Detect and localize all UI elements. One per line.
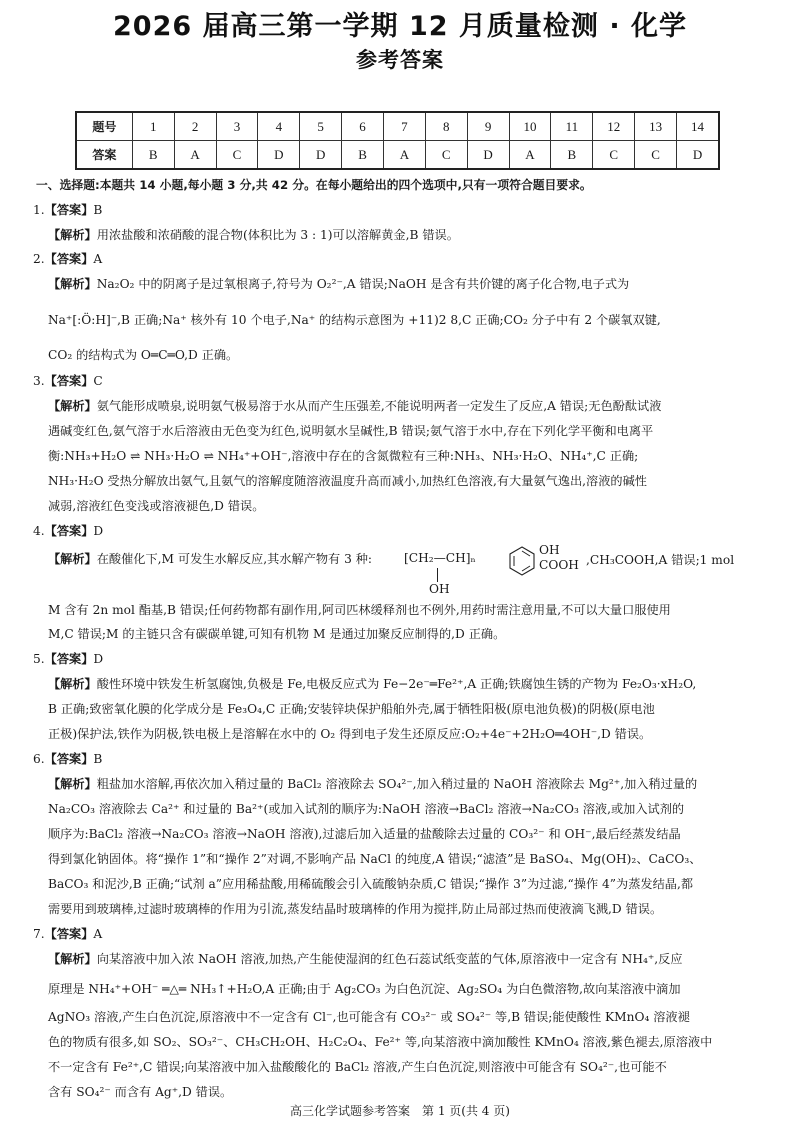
analysis-line (48, 398, 661, 414)
analysis-text: 用浓盐酸和浓硝酸的混合物(体积比为 3 : 1)可以溶解黄金,B 错误。 (96, 228, 459, 242)
analysis-line: 正极)保护法,铁作为阴极,铁电极上是溶解在水中的 O₂ 得到电子发生还原反应:O₂+4e⁻+2H₂O═4OH⁻,D 错误。 (48, 727, 652, 741)
question-answer-7 (33, 926, 102, 942)
analysis-tag: 【解析】 (48, 277, 97, 291)
answer-row (76, 141, 719, 170)
page-title: 2026 届高三第一学期 12 月质量检测 · 化学 (113, 11, 687, 42)
analysis-line: BaCO₃ 和泥沙,B 正确;“试剂 a”应用稀盐酸,用稀硫酸会引入硫酸钠杂质,C 错误;“操作 3”为过滤,“操作 4”为蒸发结晶,都 (48, 877, 694, 891)
answer-tag: 【答案】 (44, 374, 94, 388)
answer-cell: C (425, 141, 467, 170)
answer-cell: B (342, 141, 384, 170)
analysis-line: Na₂CO₃ 溶液除去 Ca²⁺ 和过量的 Ba²⁺(或加入试剂的顺序为:NaOH 溶液→BaCl₂ 溶液→Na₂CO₃ 溶液,或加入试剂的 (48, 802, 685, 816)
analysis-line: NH₃·H₂O 受热分解放出氨气,且氨气的溶解度随溶液温度升高而减小,加热红色溶液,有大量氨气逸出,溶液的碱性 (48, 474, 647, 488)
question-number-label: 5. (33, 652, 45, 666)
question-number: 8 (425, 112, 467, 141)
answer-tag: 【答案】 (44, 927, 94, 941)
analysis-line: 原理是 NH₄⁺+OH⁻ ═△═ NH₃↑+H₂O,A 正确;由于 Ag₂CO₃ 为白色沉淀、Ag₂SO₄ 为白色微溶物,故向某溶液中滴加 (48, 982, 681, 996)
question-number-label: 6. (33, 752, 45, 766)
question-number: 5 (300, 112, 342, 141)
answer-tag: 【答案】 (44, 752, 94, 766)
polymer-structure: [CH₂—CH]ₙ (404, 551, 476, 565)
analysis-line: B 正确;致密氧化膜的化学成分是 Fe₃O₄,C 正确;安装锌块保护船舶外壳,属于牺牲阳极(原电池负极)的阴极(原电池 (48, 702, 655, 716)
question-number-row (76, 112, 719, 141)
bond-line (437, 568, 438, 582)
question-answer-3 (33, 373, 103, 389)
question-number-label: 1. (33, 203, 45, 217)
answer-value: A (93, 252, 103, 266)
answer-cell: B (551, 141, 593, 170)
question-number: 11 (551, 112, 593, 141)
answer-value: B (93, 752, 103, 766)
question-number: 13 (635, 112, 677, 141)
section-heading: 一、选择题:本题共 14 小题,每小题 3 分,共 42 分。在每小题给出的四个选项中,只有一项符合题目要求。 (36, 178, 592, 192)
question-number-label: 3. (33, 374, 45, 388)
analysis-line: 衡:NH₃+H₂O ⇌ NH₃·H₂O ⇌ NH₄⁺+OH⁻,溶液中存在的含氮微粒有三种:NH₃、NH₃·H₂O、NH₄⁺,C 正确; (48, 449, 639, 463)
analysis-line: M,C 错误;M 的主链只含有碳碳单键,可知有机物 M 是通过加聚反应制得的,D 正确。 (48, 627, 506, 641)
analysis-continuation: ,CH₃COOH,A 错误;1 mol (586, 553, 735, 567)
question-number: 2 (174, 112, 216, 141)
answer-value: D (93, 524, 104, 538)
question-number-label: 2. (33, 252, 45, 266)
analysis-line: Na⁺[:Ö:H]⁻,B 正确;Na⁺ 核外有 10 个电子,Na⁺ 的结构示意图为 +11)2 8,C 正确;CO₂ 分子中有 2 个碳氧双键, (48, 313, 661, 327)
question-number: 4 (258, 112, 300, 141)
answer-cell: D (677, 141, 719, 170)
answer-cell: C (635, 141, 677, 170)
page-subtitle: 参考答案 (356, 48, 444, 72)
aromatic-substituent-oh: OH (539, 543, 560, 557)
benzene-ring-icon (507, 545, 537, 577)
question-answer-2 (33, 251, 102, 267)
answer-tag: 【答案】 (44, 252, 94, 266)
question-answer-1 (33, 202, 102, 218)
analysis-text: 氨气能形成喷泉,说明氨气极易溶于水从而产生压强差,不能说明两者一定发生了反应,A 错误;无色酚酞试液 (96, 399, 662, 413)
question-number: 12 (593, 112, 635, 141)
question-number: 9 (467, 112, 509, 141)
analysis-line (48, 676, 696, 692)
analysis-line: 遇碱变红色,氨气溶于水后溶液由无色变为红色,说明氨水呈碱性,B 错误;氨气溶于水中,存在下列化学平衡和电离平 (48, 424, 654, 438)
analysis-line (48, 551, 372, 567)
analysis-tag: 【解析】 (48, 677, 97, 691)
aromatic-substituent-cooh: COOH (539, 558, 579, 572)
question-number: 14 (677, 112, 719, 141)
question-number: 3 (216, 112, 258, 141)
question-number: 6 (342, 112, 384, 141)
polymer-substituent: OH (429, 582, 450, 596)
answer-cell: A (383, 141, 425, 170)
analysis-line: 顺序为:BaCl₂ 溶液→Na₂CO₃ 溶液→NaOH 溶液),过滤后加入适量的盐酸除去过量的 CO₃²⁻ 和 OH⁻,最后经蒸发结晶 (48, 827, 681, 841)
analysis-tag: 【解析】 (48, 399, 97, 413)
analysis-line (48, 776, 697, 792)
analysis-line: 不一定含有 Fe²⁺,C 错误;向某溶液中加入盐酸酸化的 BaCl₂ 溶液,产生白色沉淀,则溶液中可能含有 SO₄²⁻,也可能不 (48, 1060, 667, 1074)
question-answer-5 (33, 651, 103, 667)
answer-cell: A (509, 141, 551, 170)
question-number: 7 (383, 112, 425, 141)
row-header-answer: 答案 (76, 141, 132, 170)
question-number-label: 4. (33, 524, 45, 538)
row-header-question: 题号 (76, 112, 132, 141)
analysis-text: Na₂O₂ 中的阴离子是过氧根离子,符号为 O₂²⁻,A 错误;NaOH 是含有共价键的离子化合物,电子式为 (96, 277, 630, 291)
answer-cell: C (593, 141, 635, 170)
analysis-text: 粗盐加水溶解,再依次加入稍过量的 BaCl₂ 溶液除去 SO₄²⁻,加入稍过量的 NaOH 溶液除去 Mg²⁺,加入稍过量的 (96, 777, 698, 791)
analysis-line (48, 276, 629, 292)
answer-table (75, 111, 720, 170)
answer-cell: A (174, 141, 216, 170)
analysis-tag: 【解析】 (48, 777, 97, 791)
answer-value: C (93, 374, 103, 388)
analysis-text: 向某溶液中加入浓 NaOH 溶液,加热,产生能使湿润的红色石蕊试纸变蓝的气体,原溶液中一定含有 NH₄⁺,反应 (96, 952, 683, 966)
analysis-text: 酸性环境中铁发生析氢腐蚀,负极是 Fe,电极反应式为 Fe−2e⁻═Fe²⁺,A 正确;铁腐蚀生锈的产物为 Fe₂O₃·xH₂O, (96, 677, 697, 691)
analysis-line (48, 951, 683, 967)
answer-tag: 【答案】 (44, 203, 94, 217)
answer-tag: 【答案】 (44, 524, 94, 538)
analysis-tag: 【解析】 (48, 952, 97, 966)
answer-cell: D (467, 141, 509, 170)
analysis-line: AgNO₃ 溶液,产生白色沉淀,原溶液中不一定含有 Cl⁻,也可能含有 CO₃²⁻ 或 SO₄²⁻ 等,B 错误;能使酸性 KMnO₄ 溶液褪 (48, 1010, 690, 1024)
answer-value: B (93, 203, 103, 217)
analysis-text: 在酸催化下,M 可发生水解反应,其水解产物有 3 种: (96, 552, 373, 566)
analysis-line: 减弱,溶液红色变浅或溶液褪色,D 错误。 (48, 499, 265, 513)
answer-cell: D (300, 141, 342, 170)
question-number: 10 (509, 112, 551, 141)
analysis-line: 色的物质有很多,如 SO₂、SO₃²⁻、CH₃CH₂OH、H₂C₂O₄、Fe²⁺ 等,向某溶液中滴加酸性 KMnO₄ 溶液,紫色褪去,原溶液中 (48, 1035, 713, 1049)
question-number-label: 7. (33, 927, 45, 941)
answer-value: D (93, 652, 104, 666)
question-answer-6 (33, 751, 102, 767)
analysis-line: 得到氯化钠固体。将“操作 1”和“操作 2”对调,不影响产品 NaCl 的纯度,A 错误;“滤渣”是 BaSO₄、Mg(OH)₂、CaCO₃、 (48, 852, 702, 866)
analysis-line (48, 227, 459, 243)
analysis-tag: 【解析】 (48, 552, 97, 566)
analysis-line: CO₂ 的结构式为 O═C═O,D 正确。 (48, 348, 239, 362)
answer-cell: C (216, 141, 258, 170)
answer-cell: B (132, 141, 174, 170)
answer-value: A (93, 927, 103, 941)
analysis-tag: 【解析】 (48, 228, 97, 242)
analysis-line: 需要用到玻璃棒,过滤时玻璃棒的作用为引流,蒸发结晶时玻璃棒的作用为搅拌,防止局部过热而使液滴飞溅,D 错误。 (48, 902, 663, 916)
question-answer-4 (33, 523, 103, 539)
question-number: 1 (132, 112, 174, 141)
answer-tag: 【答案】 (44, 652, 94, 666)
answer-cell: D (258, 141, 300, 170)
analysis-line: M 含有 2n mol 酯基,B 错误;任何药物都有副作用,阿司匹林缓释剂也不例外,用药时需注意用量,不可以大量口服使用 (48, 603, 671, 617)
analysis-line: 含有 SO₄²⁻ 而含有 Ag⁺,D 错误。 (48, 1085, 233, 1099)
page-footer: 高三化学试题参考答案 第 1 页(共 4 页) (290, 1104, 510, 1118)
